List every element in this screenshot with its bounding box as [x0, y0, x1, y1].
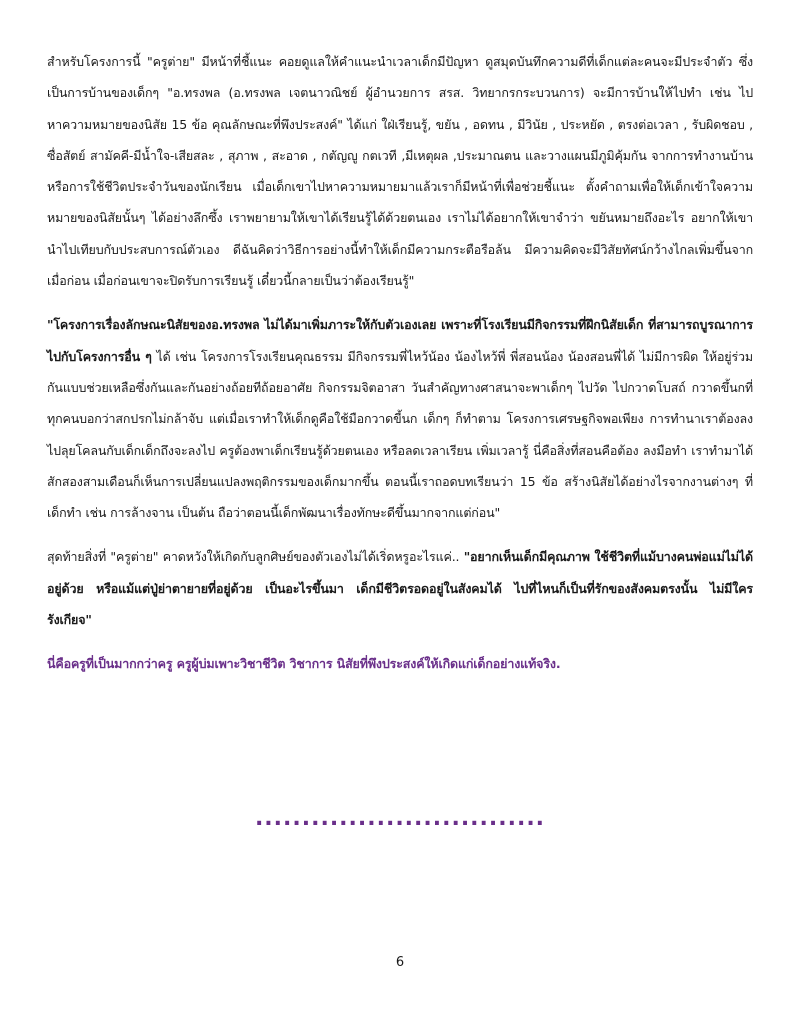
paragraph-intro-text: สำหรับโครงการนี้ "ครูต่าย" มีหน้าที่ชี้แนะ คอยดูแลให้คำแนะนำเวลาเด็กมีปัญหา ดูสมุดบันทึกความดีที่เด็กแต่ละคนจะมีประจำตัว ซึ่งเป็นการบ้านของเด็กๆ "อ.ทรงพล (อ.ทรงพล เจตนาวณิชย์ ผู้อำนวยการ สรส. วิทยากรกระบวนการ) จะมีการบ้านให้ไปทำ เช่น ไปหาความหมายของนิสัย 15 ข้อ คุณลักษณะที่พึงประสงค์" ได้แก่ ใฝ่เรียนรู้, ขยัน , อดทน , มีวินัย , ประหยัด , ตรงต่อเวลา , รับผิดชอบ , ซื่อสัตย์ สามัคคี-มีน้ำใจ-เสียสละ , สุภาพ , สะอาด , กตัญญู กตเวที ,มีเหตุผล ,ประมาณตน และวางแผนมีภูมิคุ้มกัน จากการทำงานบ้าน หรือการใช้ชีวิตประจำวันของนักเรียน เมื่อเด็กเขาไปหาความหมายมาแล้วเราก็มีหน้าที่เพื่อช่วยชี้แนะ ตั้งคำถามเพื่อให้เด็กเข้าใจความหมายของนิสัยนั้นๆ ได้อย่างลึกซึ้ง เราพยายามให้เขาได้เรียนรู้ได้ด้วยตนเอง เราไม่ได้อยากให้เขาจำว่า ขยันหมายถึงอะไร อยากให้เขานำไปเทียบกับประสบการณ์ตัวเอง ดีฉันคิดว่าวิธีการอย่างนี้ทำให้เด็กมีความกระตือรือล้น มีความคิดจะมีวิสัยทัศน์กว้างไกลเพิ่มขึ้นจากเมื่อก่อน เมื่อก่อนเขาจะปิดรับการเรียนรู้ เดี๋ยวนี้กลายเป็นว่าต้องเรียนรู้" [47, 54, 753, 289]
paragraph-conclusion [47, 648, 753, 679]
paragraph-expectation [47, 541, 753, 635]
paragraph-quote-project-text: ได้ เช่น โครงการโรงเรียนคุณธรรม มีกิจกรรมพี่ไหว้น้อง น้องไหว้พี่ พี่สอนน้อง น้องสอนพี่ได้ ไม่มีการผิด ให้อยู่ร่วมกันแบบช่วยเหลือซึ่งกันและกันอย่างถ้อยทีถ้อยอาศัย กิจกรรมจิตอาสา วันสำคัญทางศาสนาจะพาเด็กๆ ไปวัด ไปกวาดโบสถ์ กวาดขึ้นกที่ทุกคนบอกว่าสกปรกไม่กล้าจับ แต่เมื่อเราทำให้เด็กดูคือใช้มือกวาดขี้นก เด็กๆ ก็ทำตาม โครงการเศรษฐกิจพอเพียง การทำนาเราต้องลงไปลุยโคลนกับเด็กเด็กถึงจะลงไป ครูต้องพาเด็กเรียนรู้ด้วยตนเอง หรือลดเวลาเรียน เพิ่มเวลารู้ นี่คือสิ่งที่สอนคือต้อง ลงมือทำ เราทำมาได้สักสองสามเดือนก็เห็นการเปลี่ยนแปลงพฤติกรรมของเด็กมากขึ้น ตอนนี้เราถอดบทเรียนว่า 15 ข้อ สร้างนิสัยได้อย่างไรจากงานต่างๆ ที่เด็กทำ เช่น การล้างจาน เป็นต้น ถือว่าตอนนี้เด็กพัฒนาเรื่องทักษะดีขึ้นมากจากแต่ก่อน" [47, 348, 753, 521]
paragraph-expectation-bold: "อยากเห็นเด็กมีคุณภาพ ใช้ชีวิตที่แม้บางคนพ่อแม่ไม่ได้อยู่ด้วย หรือแม้แต่ปู่ย่าตายายที่อยู่ด้วย เป็นอะไรขึ้นมา เด็กมีชีวิตรอดอยู่ในสังคมได้ ไปที่ไหนก็เป็นที่รักของสังคมตรงนั้น ไม่มีใครรังเกียจ" [47, 549, 753, 628]
page-number: 6 [395, 955, 405, 970]
paragraph-expectation-text: สุดท้ายสิ่งที่ "ครูต่าย" คาดหวังให้เกิดกับลูกศิษย์ของตัวเองไม่ได้เริ่ดหรูอะไรแค่.. [47, 549, 464, 565]
paragraph-quote-project-bold: "โครงการเรื่องลักษณะนิสัยของอ.ทรงพล ไม่ได้มาเพิ่มภาระให้กับตัวเองเลย เพราะที่โรงเรียนมีกิจกรรมที่ฝึกนิสัยเด็ก ที่สามารถบูรณาการไปกับโครงการอื่น ๆ [47, 317, 753, 364]
paragraph-quote-project [47, 309, 753, 528]
dotted-separator: ............................... [254, 806, 546, 831]
paragraph-intro [47, 46, 753, 296]
paragraph-conclusion-bold: นี่คือครูที่เป็นมากกว่าครู ครูผู้บ่มเพาะวิชาชีวิต วิชาการ นิสัยที่พึงประสงค์ให้เกิดแก่เด็กอย่างแท้จริง. [47, 656, 561, 672]
document-body [47, 46, 753, 680]
